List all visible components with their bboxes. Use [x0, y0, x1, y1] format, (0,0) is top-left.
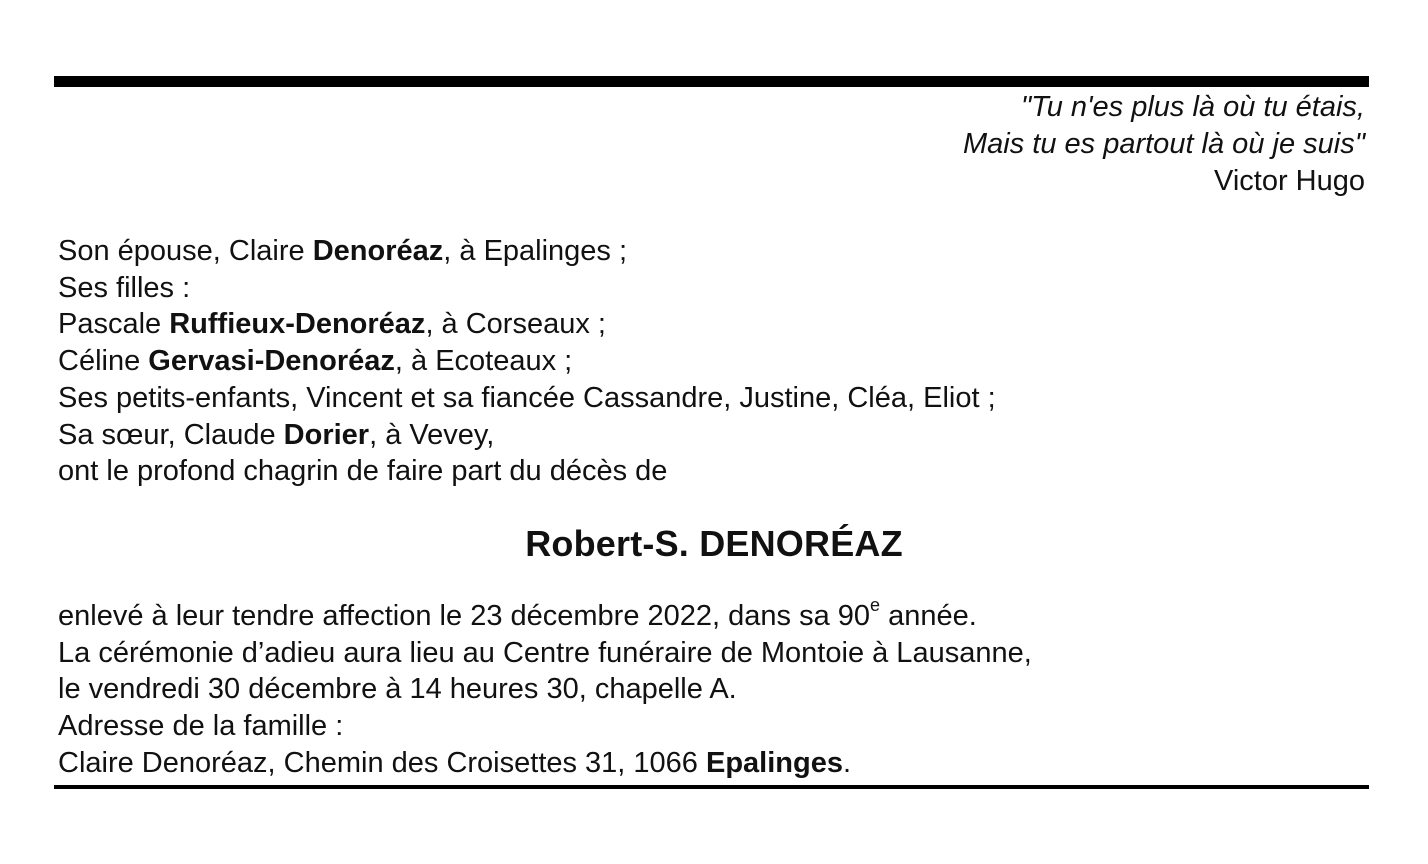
text: enlevé à leur tendre affection le 23 décembre 2022, dans sa 90 [58, 600, 871, 632]
text: Pascale [58, 308, 170, 341]
text: Sa sœur, Claude [58, 418, 284, 451]
details-line-death-date [58, 595, 1032, 635]
epigraph [963, 89, 1365, 200]
details-line-address-heading: Adresse de la famille : [58, 710, 344, 743]
surname: Gervasi-Denoréaz [148, 345, 395, 378]
epigraph-author: Victor Hugo [1214, 165, 1365, 197]
epigraph-line-1: "Tu n'es plus là où tu étais, [1020, 91, 1365, 123]
details-line-address [58, 745, 1032, 782]
text: Céline [58, 345, 149, 378]
deceased-name: Robert-S. DENORÉAZ [525, 523, 903, 564]
top-rule [54, 76, 1369, 87]
text: , à Vevey, [369, 418, 495, 451]
ordinal-suffix: e [870, 595, 881, 616]
family-announcement [58, 233, 996, 490]
epigraph-line-2: Mais tu es partout là où je suis" [963, 128, 1365, 160]
text: , à Corseaux ; [425, 308, 606, 341]
town: Epalinges [706, 746, 843, 779]
text: , à Epalinges ; [443, 235, 628, 267]
surname: Dorier [283, 418, 370, 451]
family-line-daughter-2 [58, 343, 996, 380]
bottom-rule [54, 785, 1369, 789]
ceremony-details [58, 595, 1032, 782]
details-line-ceremony-time: le vendredi 30 décembre à 14 heures 30, chapelle A. [58, 673, 737, 706]
text: année. [880, 600, 977, 632]
family-line-grandchildren: Ses petits-enfants, Vincent et sa fiancée Cassandre, Justine, Cléa, Eliot ; [58, 381, 996, 414]
text: Claire Denoréaz, Chemin des Croisettes 31, 1066 [58, 746, 706, 779]
text: . [843, 746, 852, 779]
surname: Ruffieux-Denoréaz [169, 308, 426, 341]
text: Son épouse, Claire [58, 235, 313, 267]
family-line-daughter-1 [58, 306, 996, 343]
details-line-ceremony-place: La cérémonie d’adieu aura lieu au Centre funéraire de Montoie à Lausanne, [58, 636, 1032, 669]
family-line-sister [58, 417, 996, 454]
family-line-announcement: ont le profond chagrin de faire part du décès de [58, 455, 668, 488]
family-line-daughters-heading: Ses filles : [58, 271, 191, 304]
family-line-spouse [58, 233, 996, 270]
text: , à Ecoteaux ; [394, 345, 573, 378]
surname: Denoréaz [312, 235, 444, 267]
